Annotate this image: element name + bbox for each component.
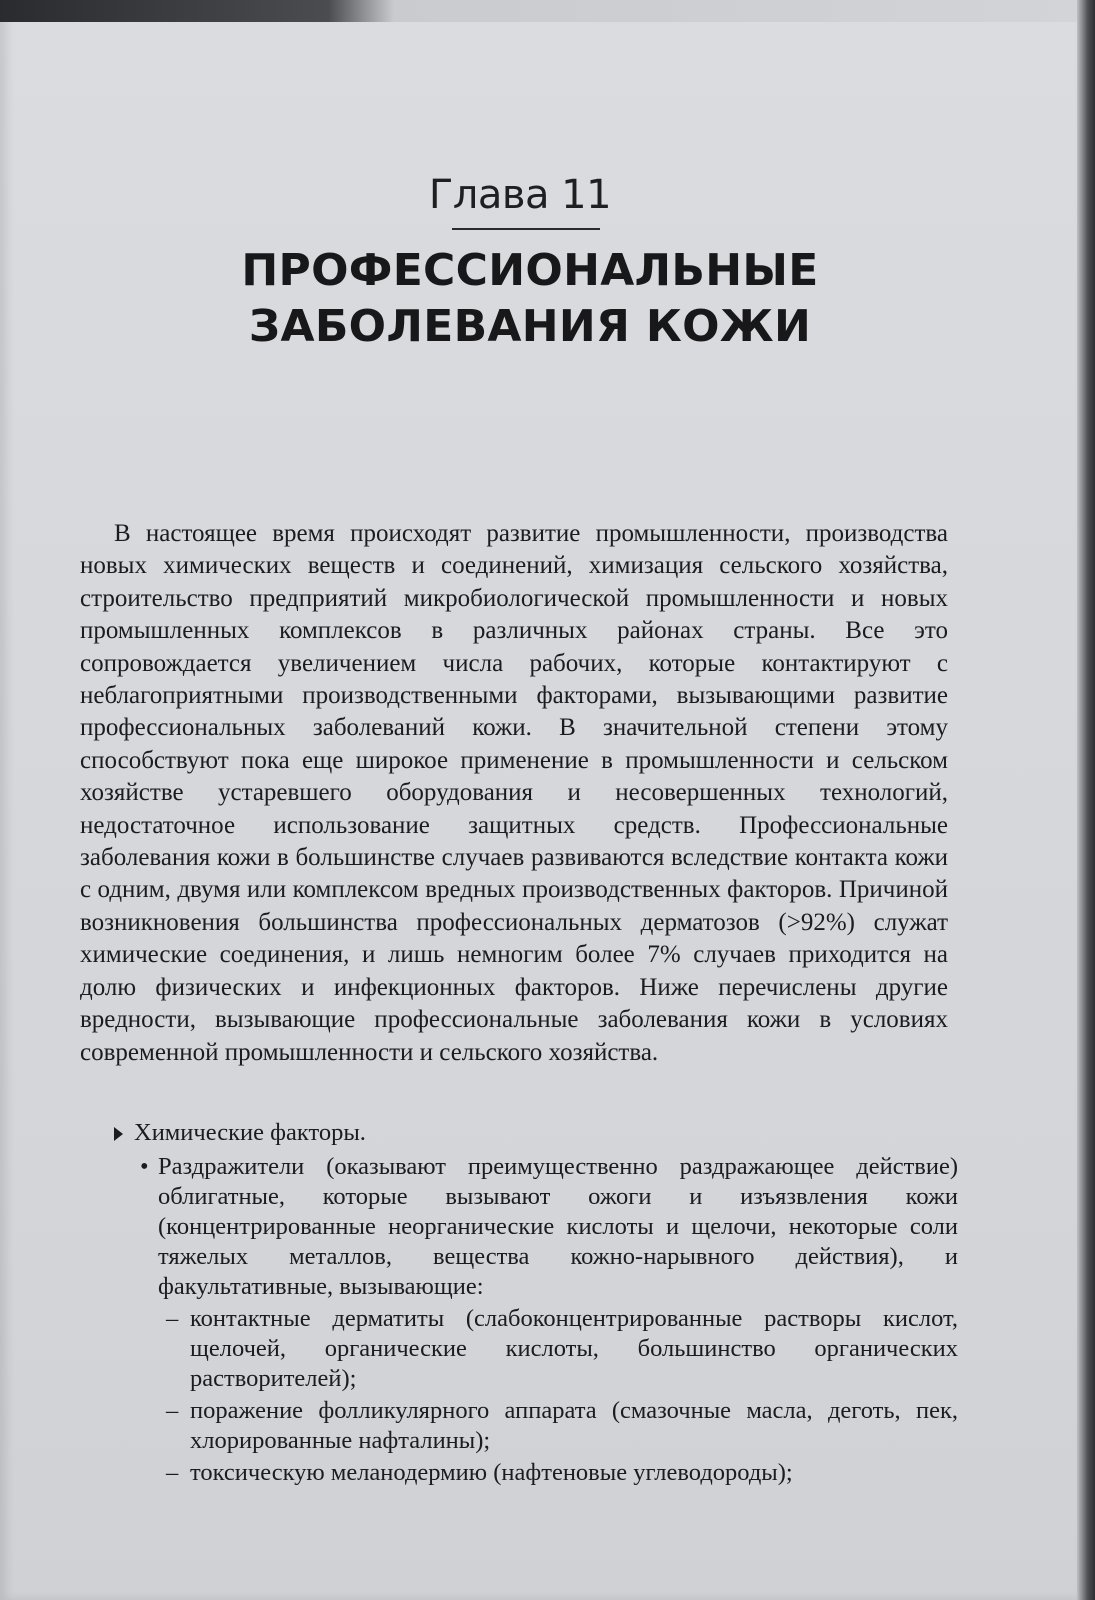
list-item-level2 [108, 1152, 958, 1302]
list-item-level3 [108, 1396, 958, 1456]
dash-marker: – [166, 1459, 179, 1486]
list-item-level1 [108, 1118, 958, 1148]
scan-top-edge [0, 0, 1095, 22]
chapter-divider [452, 228, 600, 230]
dash-marker: – [166, 1305, 179, 1332]
factors-list [108, 1118, 958, 1490]
list-item-level3 [108, 1458, 958, 1488]
list-item-text: Раздражители (оказывают преимущественно раздражающее действие) облигатные, которые вызывают ожоги и изъязвления кожи (концентрированные неорганические кислоты и щелочи, некоторые соли тяжелых металлов, вещества кожно-нарывного действия), и факультативные, вызывающие: [158, 1153, 958, 1300]
chapter-title: ПРОФЕССИОНАЛЬНЫЕ ЗАБОЛЕВАНИЯ КОЖИ [241, 245, 819, 352]
triangle-bullet-icon [114, 1127, 123, 1141]
chapter-label: Глава 11 [428, 172, 612, 218]
list-item-text: контактные дерматиты (слабоконцентрированные растворы кислот, щелочей, органические кислоты, большинство органических растворителей); [190, 1305, 958, 1392]
list-item-text: поражение фолликулярного аппарата (смазочные масла, деготь, пек, хлорированные нафталины); [190, 1397, 958, 1454]
intro-paragraph: В настоящее время происходят развитие промышленности, производства новых химических веществ и соединений, химизация сельского хозяйства, строительство предприятий микробиологической промышленности и новых промышленных комплексов в различных районах страны. Все это сопровождается увеличением числа рабочих, которые контактируют с неблагоприятными производственными факторами, вызывающими развитие профессиональных заболеваний кожи. В значительной степени этому способствуют пока еще широкое применение в промышленности и сельском хозяйстве устаревшего оборудования и несовершенных технологий, недостаточное использование защитных средств. Профессиональные заболевания кожи в большинстве случаев развиваются вследствие контакта кожи с одним, двумя или комплексом вредных производственных факторов. Причиной возникновения большинства профессиональных дерматозов (>92%) служат химические соединения, и лишь немногим более 7% случаев приходится на долю физических и инфекционных факторов. Ниже перечислены другие вредности, вызывающие профессиональные заболевания кожи в условиях современной промышленности и сельского хозяйства. [80, 520, 948, 1066]
list-item-level3 [108, 1304, 958, 1394]
bullet-marker: • [140, 1153, 149, 1180]
scan-right-edge [1077, 0, 1095, 1600]
list-item-text: токсическую меланодермию (нафтеновые углеводороды); [190, 1459, 793, 1486]
dash-marker: – [166, 1397, 179, 1424]
list-item-text: Химические факторы. [134, 1119, 366, 1146]
